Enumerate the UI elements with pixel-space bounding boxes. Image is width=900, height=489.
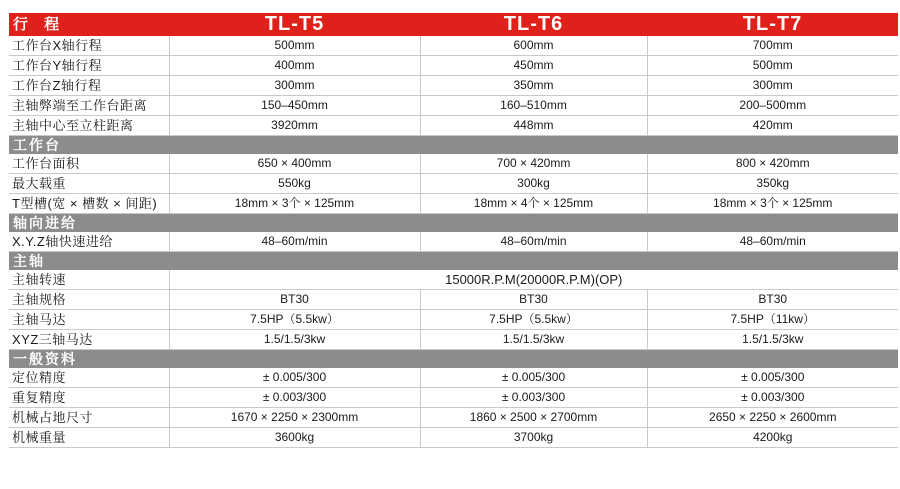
spec-label: 主轴转速 (9, 270, 169, 290)
spec-row-z-travel (9, 76, 898, 96)
spec-label: 工作台Z轴行程 (9, 76, 169, 96)
spec-value-t6: 3700kg (420, 428, 647, 448)
spec-value-t6: 700 × 420mm (420, 154, 647, 174)
section-title: 轴向进给 (9, 214, 898, 233)
spec-row-footprint (9, 408, 898, 428)
spec-value-t6: 350mm (420, 76, 647, 96)
spec-value-t7: 350kg (647, 174, 898, 194)
model-tl-t7: TL-T7 (647, 13, 898, 36)
spec-value-t7: 200–500mm (647, 96, 898, 116)
section-spindle (9, 252, 898, 271)
spec-value-t5: 1670 × 2250 × 2300mm (169, 408, 420, 428)
section-title: 主轴 (9, 252, 898, 271)
spec-value-t6: 18mm × 4个 × 125mm (420, 194, 647, 214)
spec-row-machine-weight (9, 428, 898, 448)
spec-label: X.Y.Z轴快速进给 (9, 232, 169, 252)
spec-row-repeat-accuracy (9, 388, 898, 408)
model-tl-t5: TL-T5 (169, 13, 420, 36)
spec-value-t7: 1.5/1.5/3kw (647, 330, 898, 350)
spec-value-t7: 500mm (647, 56, 898, 76)
section-title: 一般资料 (9, 350, 898, 369)
spec-value-t7: ± 0.005/300 (647, 368, 898, 388)
spec-value-t5: 18mm × 3个 × 125mm (169, 194, 420, 214)
spec-value-t6: ± 0.005/300 (420, 368, 647, 388)
spec-label: 工作台X轴行程 (9, 36, 169, 56)
spec-row-spindle-taper (9, 290, 898, 310)
spec-label: 重复精度 (9, 388, 169, 408)
spec-value-t5: 400mm (169, 56, 420, 76)
spec-value-t7: 700mm (647, 36, 898, 56)
spec-value-t6: 450mm (420, 56, 647, 76)
spec-value-t5: 7.5HP（5.5kw） (169, 310, 420, 330)
spec-row-rapid-feed (9, 232, 898, 252)
spec-row-t-slot (9, 194, 898, 214)
spec-label: XYZ三轴马达 (9, 330, 169, 350)
spec-row-y-travel (9, 56, 898, 76)
spec-label: 最大载重 (9, 174, 169, 194)
spec-label: 工作台面积 (9, 154, 169, 174)
spec-label: 机械重量 (9, 428, 169, 448)
spec-value-all-models: 15000R.P.M(20000R.P.M)(OP) (169, 270, 898, 290)
spec-row-x-travel (9, 36, 898, 56)
spec-label: 主轴马达 (9, 310, 169, 330)
header-title: 行 程 (9, 13, 169, 36)
spec-value-t5: BT30 (169, 290, 420, 310)
spec-label: 主轴中心至立柱距离 (9, 116, 169, 136)
spec-value-t7: 7.5HP（11kw） (647, 310, 898, 330)
spec-row-max-load (9, 174, 898, 194)
spec-row-spindle-speed (9, 270, 898, 290)
spec-value-t7: 800 × 420mm (647, 154, 898, 174)
spec-row-spindle-motor (9, 310, 898, 330)
spec-value-t6: 448mm (420, 116, 647, 136)
spec-value-t5: 48–60m/min (169, 232, 420, 252)
section-title: 工作台 (9, 136, 898, 155)
spec-value-t7: 2650 × 2250 × 2600mm (647, 408, 898, 428)
spec-value-t6: 48–60m/min (420, 232, 647, 252)
spec-value-t6: 1860 × 2500 × 2700mm (420, 408, 647, 428)
spec-value-t5: 150–450mm (169, 96, 420, 116)
spec-row-spindle-center-to-column (9, 116, 898, 136)
spec-value-t5: ± 0.005/300 (169, 368, 420, 388)
spec-value-t6: 7.5HP（5.5kw） (420, 310, 647, 330)
spec-value-t7: 4200kg (647, 428, 898, 448)
spec-value-t7: ± 0.003/300 (647, 388, 898, 408)
spec-value-t5: ± 0.003/300 (169, 388, 420, 408)
spec-value-t7: 420mm (647, 116, 898, 136)
spec-value-t6: BT30 (420, 290, 647, 310)
spec-label: 工作台Y轴行程 (9, 56, 169, 76)
model-tl-t6: TL-T6 (420, 13, 647, 36)
spec-value-t5: 550kg (169, 174, 420, 194)
spec-label: T型槽(宽 × 槽数 × 间距) (9, 194, 169, 214)
spec-row-table-size (9, 154, 898, 174)
spec-label: 机械占地尺寸 (9, 408, 169, 428)
header-row (9, 13, 898, 36)
spec-value-t7: BT30 (647, 290, 898, 310)
spec-value-t6: 600mm (420, 36, 647, 56)
spec-row-positioning-accuracy (9, 368, 898, 388)
spec-value-t5: 1.5/1.5/3kw (169, 330, 420, 350)
spec-value-t6: 300kg (420, 174, 647, 194)
section-feed (9, 214, 898, 233)
section-general (9, 350, 898, 369)
spec-label: 主轴弊端至工作台距离 (9, 96, 169, 116)
spec-value-t6: ± 0.003/300 (420, 388, 647, 408)
spec-row-spindle-nose-to-table (9, 96, 898, 116)
spec-label: 主轴规格 (9, 290, 169, 310)
section-worktable (9, 136, 898, 155)
spec-value-t5: 500mm (169, 36, 420, 56)
spec-value-t7: 48–60m/min (647, 232, 898, 252)
spec-label: 定位精度 (9, 368, 169, 388)
spec-value-t6: 1.5/1.5/3kw (420, 330, 647, 350)
spec-value-t7: 300mm (647, 76, 898, 96)
spec-value-t5: 650 × 400mm (169, 154, 420, 174)
spec-table (9, 13, 898, 448)
spec-value-t7: 18mm × 3个 × 125mm (647, 194, 898, 214)
spec-value-t6: 160–510mm (420, 96, 647, 116)
spec-row-axis-motors (9, 330, 898, 350)
spec-value-t5: 3600kg (169, 428, 420, 448)
spec-value-t5: 300mm (169, 76, 420, 96)
spec-value-t5: 3920mm (169, 116, 420, 136)
